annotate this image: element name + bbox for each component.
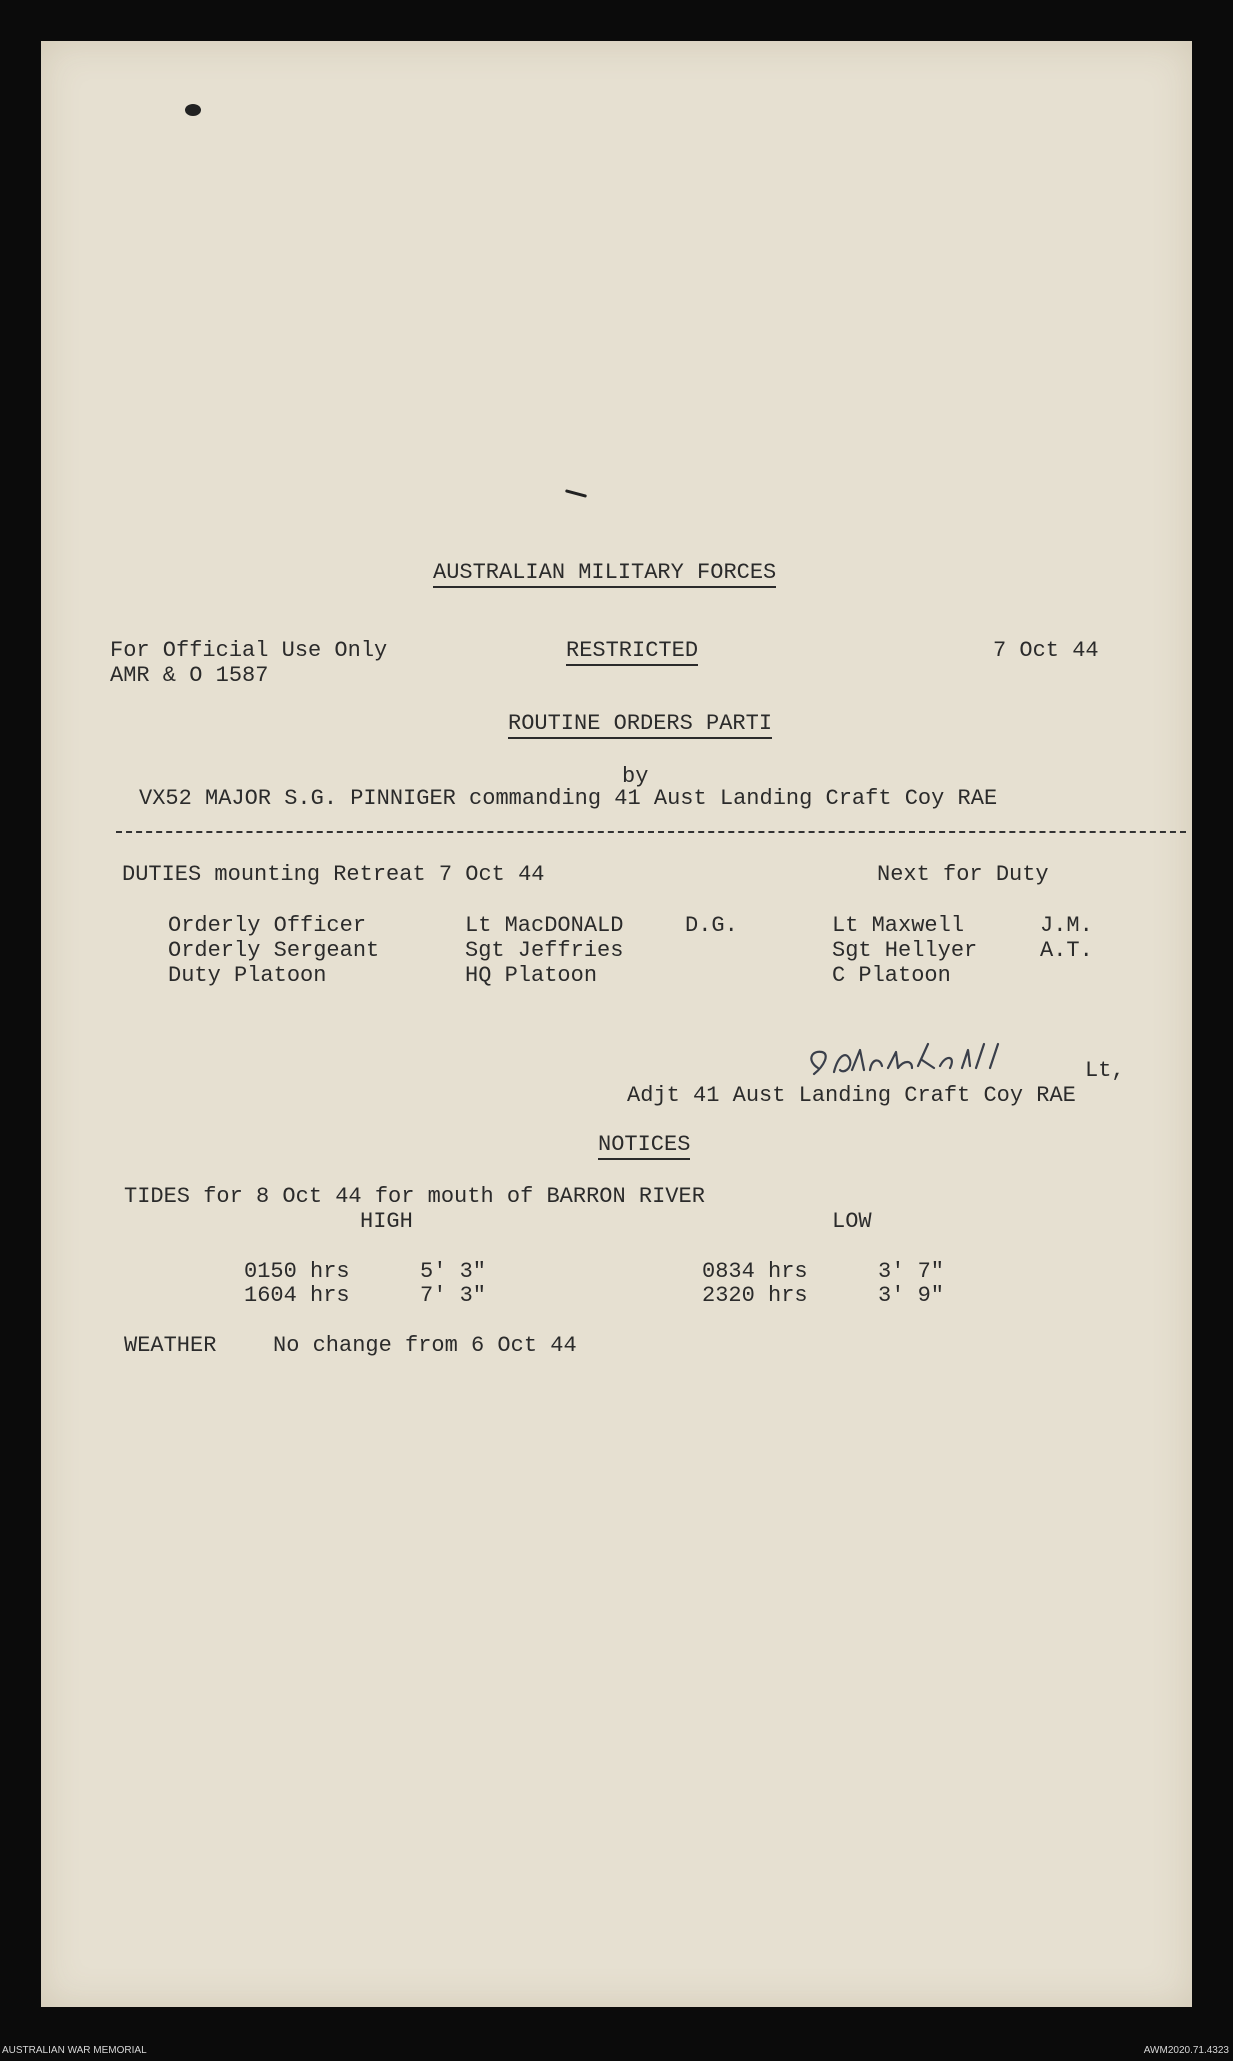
document-page — [41, 41, 1192, 2007]
classification-label: RESTRICTED — [566, 640, 698, 666]
next-for-duty-heading: Next for Duty — [877, 862, 1049, 887]
signature-appointment: Adjt 41 Aust Landing Craft Coy RAE — [627, 1083, 1076, 1108]
duty-next-initials: J.M. — [1040, 913, 1093, 938]
duty-current: Sgt Jeffries — [465, 938, 624, 963]
low-tide-time: 0834 hrs — [702, 1259, 808, 1284]
reference-number: AMR & O 1587 — [110, 663, 269, 688]
tides-low-label: LOW — [832, 1209, 872, 1234]
footer-accession-number: AWM2020.71.4323 — [1143, 2045, 1229, 2056]
notices-title: NOTICES — [598, 1134, 690, 1160]
duty-current: HQ Platoon — [465, 963, 598, 988]
duties-heading: DUTIES mounting Retreat 7 Oct 44 — [122, 862, 545, 887]
tides-heading: TIDES for 8 Oct 44 for mouth of BARRON RIVER — [124, 1184, 705, 1209]
high-tide-time: 1604 hrs — [244, 1283, 350, 1308]
divider-line — [116, 831, 1186, 833]
duty-next: Sgt Hellyer — [832, 938, 978, 963]
high-tide-time: 0150 hrs — [244, 1259, 350, 1284]
low-tide-time: 2320 hrs — [702, 1283, 808, 1308]
document-heading: AUSTRALIAN MILITARY FORCES — [433, 562, 776, 588]
commanding-officer-line: VX52 MAJOR S.G. PINNIGER commanding 41 Aust Landing Craft Coy RAE — [139, 786, 998, 811]
tides-high-label: HIGH — [360, 1209, 413, 1234]
weather-text: No change from 6 Oct 44 — [273, 1333, 577, 1358]
orders-by: by — [622, 764, 649, 789]
footer-credit: AUSTRALIAN WAR MEMORIAL — [2, 2045, 147, 2056]
duty-role: Duty Platoon — [168, 963, 327, 988]
duty-current-initials: D.G. — [685, 913, 738, 938]
duty-next: Lt Maxwell — [832, 913, 965, 938]
duty-current: Lt MacDONALD — [465, 913, 624, 938]
low-tide-height: 3' 7" — [878, 1259, 945, 1284]
duty-role: Orderly Officer — [168, 913, 367, 938]
duty-next-initials: A.T. — [1040, 938, 1093, 963]
official-use-label: For Official Use Only — [110, 638, 388, 663]
ink-blot — [185, 104, 201, 116]
weather-label: WEATHER — [124, 1333, 217, 1358]
duty-role: Orderly Sergeant — [168, 938, 380, 963]
signature-rank: Lt, — [1085, 1058, 1125, 1083]
high-tide-height: 5' 3" — [420, 1259, 487, 1284]
low-tide-height: 3' 9" — [878, 1283, 945, 1308]
orders-title: ROUTINE ORDERS PARTI — [508, 713, 772, 739]
high-tide-height: 7' 3" — [420, 1283, 487, 1308]
duty-next: C Platoon — [832, 963, 951, 988]
handwritten-signature — [800, 1030, 1040, 1090]
document-date: 7 Oct 44 — [993, 638, 1099, 663]
